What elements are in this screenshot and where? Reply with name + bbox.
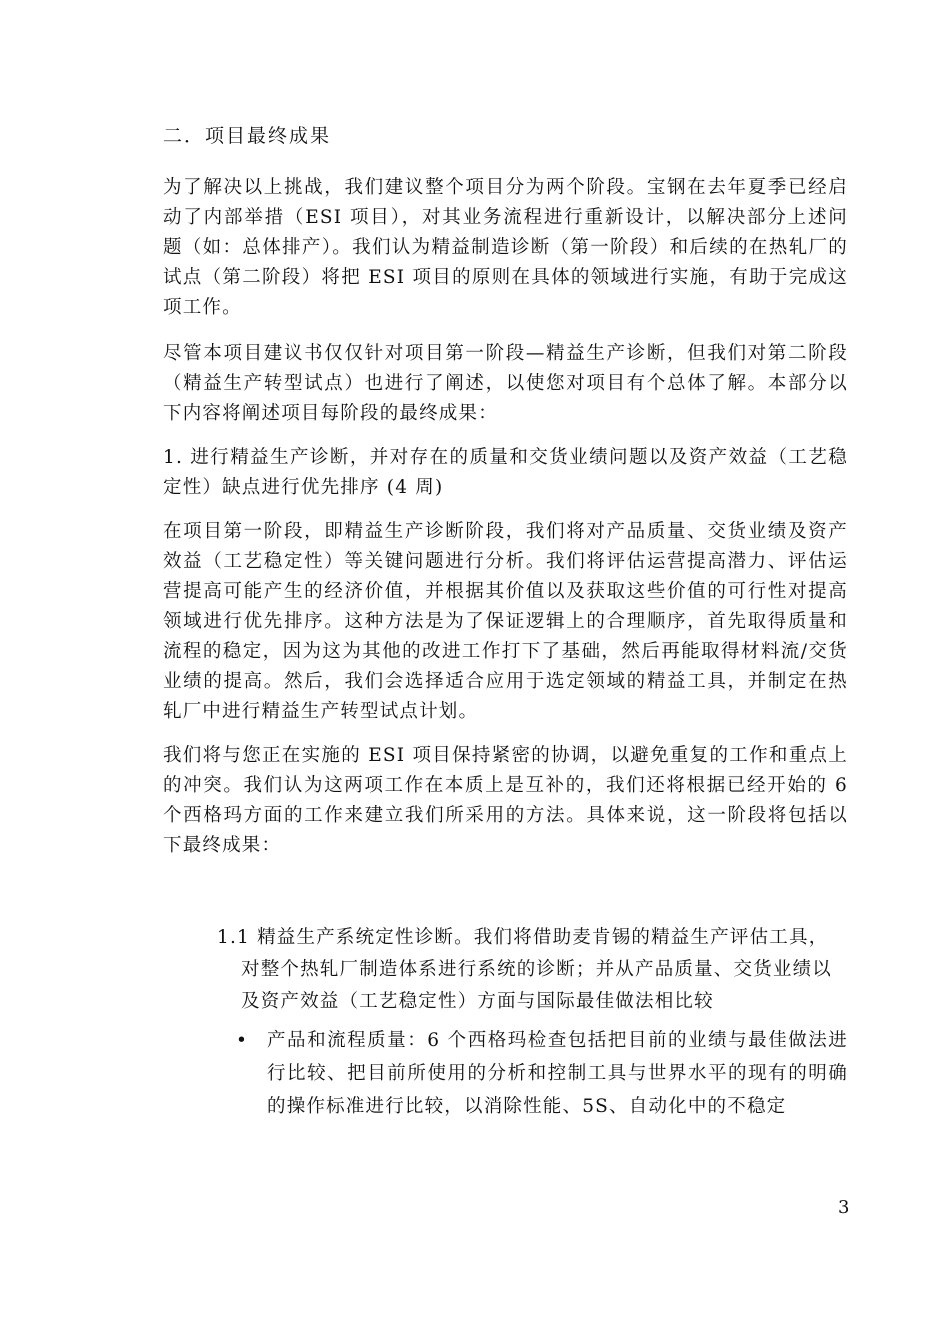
bullet-icon: • (236, 1030, 249, 1051)
paragraph-phase-one-detail: 在项目第一阶段，即精益生产诊断阶段，我们将对产品质量、交货业绩及资产效益（工艺稳定性）等关键问题进行分析。我们将评估运营提高潜力、评估运营提高可能产生的经济价值，并根据其价值以及获取这些价值的可行性对提高领域进行优先排序。这种方法是为了保证逻辑上的合理顺序，首先取得质量和流程的稳定，因为这为其他的改进工作打下了基础，然后再能取得材料流/交货业绩的提高。然后，我们会选择适合应用于选定领域的精益工具，并制定在热轧厂中进行精益生产转型试点计划。 (163, 521, 848, 722)
paragraph-challenge: 为了解决以上挑战，我们建议整个项目分为两个阶段。宝钢在去年夏季已经启动了内部举措（ESI 项目），对其业务流程进行重新设计，以解决部分上述问题（如：总体排产）。我们认为精益制造诊断（第一阶段）和后续的在热轧厂的试点（第二阶段）将把 ESI 项目的原则在具体的领域进行实施，有助于完成这项工作。 (163, 177, 848, 318)
paragraph-phase-one-title: 1. 进行精益生产诊断，并对存在的质量和交货业绩问题以及资产效益（工艺稳定性）缺点进行优先排序 (4 周) (163, 447, 849, 498)
bullet-text: 产品和流程质量：6 个西格玛检查包括把目前的业绩与最佳做法进行比较、把目前所使用的分析和控制工具与世界水平的现有的明确的操作标准进行比较，以消除性能、5S、自动化中的不稳定 (267, 1030, 848, 1117)
section-heading: 二．项目最终成果 (163, 125, 332, 147)
bullet-item-quality (236, 1024, 848, 1123)
page-number: 3 (838, 1197, 850, 1218)
paragraph-proposal-scope: 尽管本项目建议书仅仅针对项目第一阶段—精益生产诊断，但我们对第二阶段（精益生产转型试点）也进行了阐述，以使您对项目有个总体了解。本部分以下内容将阐述项目每阶段的最终成果： (163, 343, 848, 424)
paragraph-esi-coordination: 我们将与您正在实施的 ESI 项目保持紧密的协调，以避免重复的工作和重点上的冲突。我们认为这两项工作在本质上是互补的，我们还将根据已经开始的 6 个西格玛方面的工作来建立我们所采用的方法。具体来说，这一阶段将包括以下最终成果： (163, 745, 848, 856)
subitem-lean-diagnosis: 1.1 精益生产系统定性诊断。我们将借助麦肯锡的精益生产评估工具，对整个热轧厂制造体系进行系统的诊断；并从产品质量、交货业绩以及资产效益（工艺稳定性）方面与国际最佳做法相比较 (217, 927, 833, 1012)
